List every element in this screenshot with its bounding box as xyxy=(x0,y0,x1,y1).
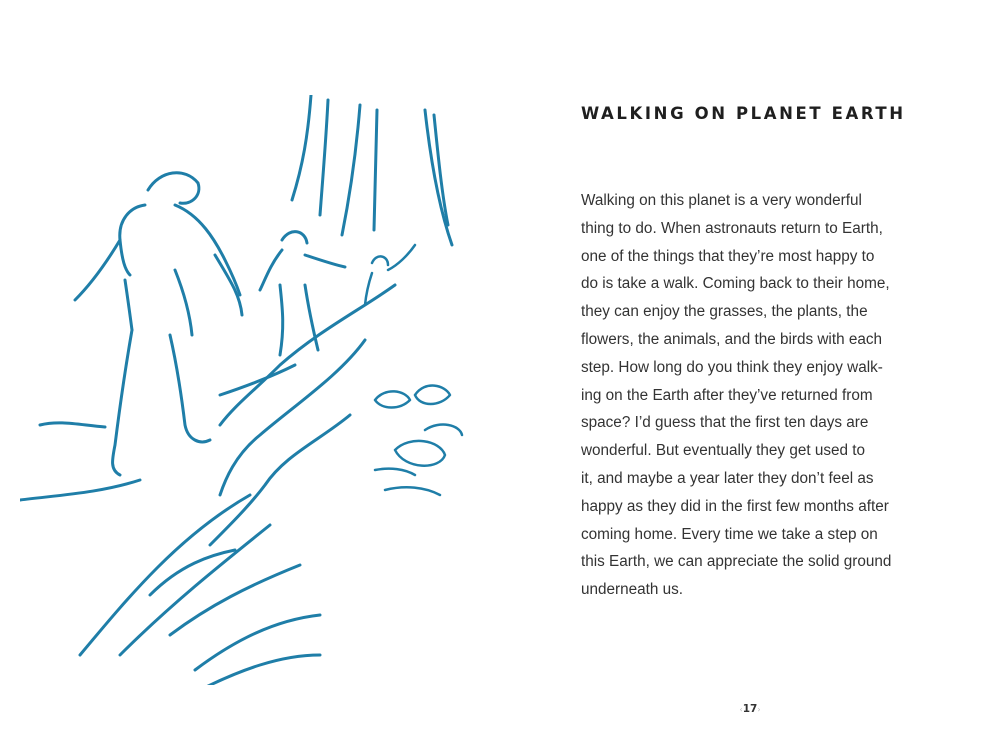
text-line: Walking on this planet is a very wonderful xyxy=(581,192,862,209)
text-line: do is take a walk. Coming back to their home, xyxy=(581,275,890,293)
page-title: WALKING ON PLANET EARTH xyxy=(581,104,906,123)
walker-adult xyxy=(75,173,242,475)
page-number-value: 17 xyxy=(742,703,758,715)
text-line: happy as they did in the first few months after xyxy=(581,497,889,515)
text-line: thing to do. When astronauts return to Earth, xyxy=(581,219,883,237)
text-line: they can enjoy the grasses, the plants, the xyxy=(581,303,868,321)
body-paragraph xyxy=(581,187,981,604)
path-edges xyxy=(20,285,395,545)
ink-drawing xyxy=(20,95,500,685)
page-number-ornament-left-icon: ‹ xyxy=(739,705,743,714)
walker-toddler xyxy=(365,245,415,305)
text-line: it, and maybe a year later they don’t feel as xyxy=(581,469,874,487)
tree-trunks xyxy=(292,95,452,245)
text-line: space? I’d guess that the first ten days are xyxy=(581,414,869,432)
fern-leaves xyxy=(80,495,320,685)
walker-child xyxy=(260,232,345,355)
text-line: coming home. Every time we take a step on xyxy=(581,525,878,543)
page-number-ornament-right-icon: › xyxy=(757,705,761,714)
text-line: wonderful. But eventually they get used to xyxy=(581,442,866,460)
page-number xyxy=(735,703,765,715)
text-line: one of the things that they’re most happy to xyxy=(581,247,875,265)
text-line: ing on the Earth after they’ve returned from xyxy=(581,386,873,404)
text-line: this Earth, we can appreciate the solid ground xyxy=(581,553,892,571)
walking-family-illustration xyxy=(20,95,500,685)
text-line: underneath us. xyxy=(581,581,684,599)
text-line: step. How long do you think they enjoy walk- xyxy=(581,358,883,376)
flower-plant xyxy=(375,386,462,495)
text-line: flowers, the animals, and the birds with each xyxy=(581,330,882,348)
